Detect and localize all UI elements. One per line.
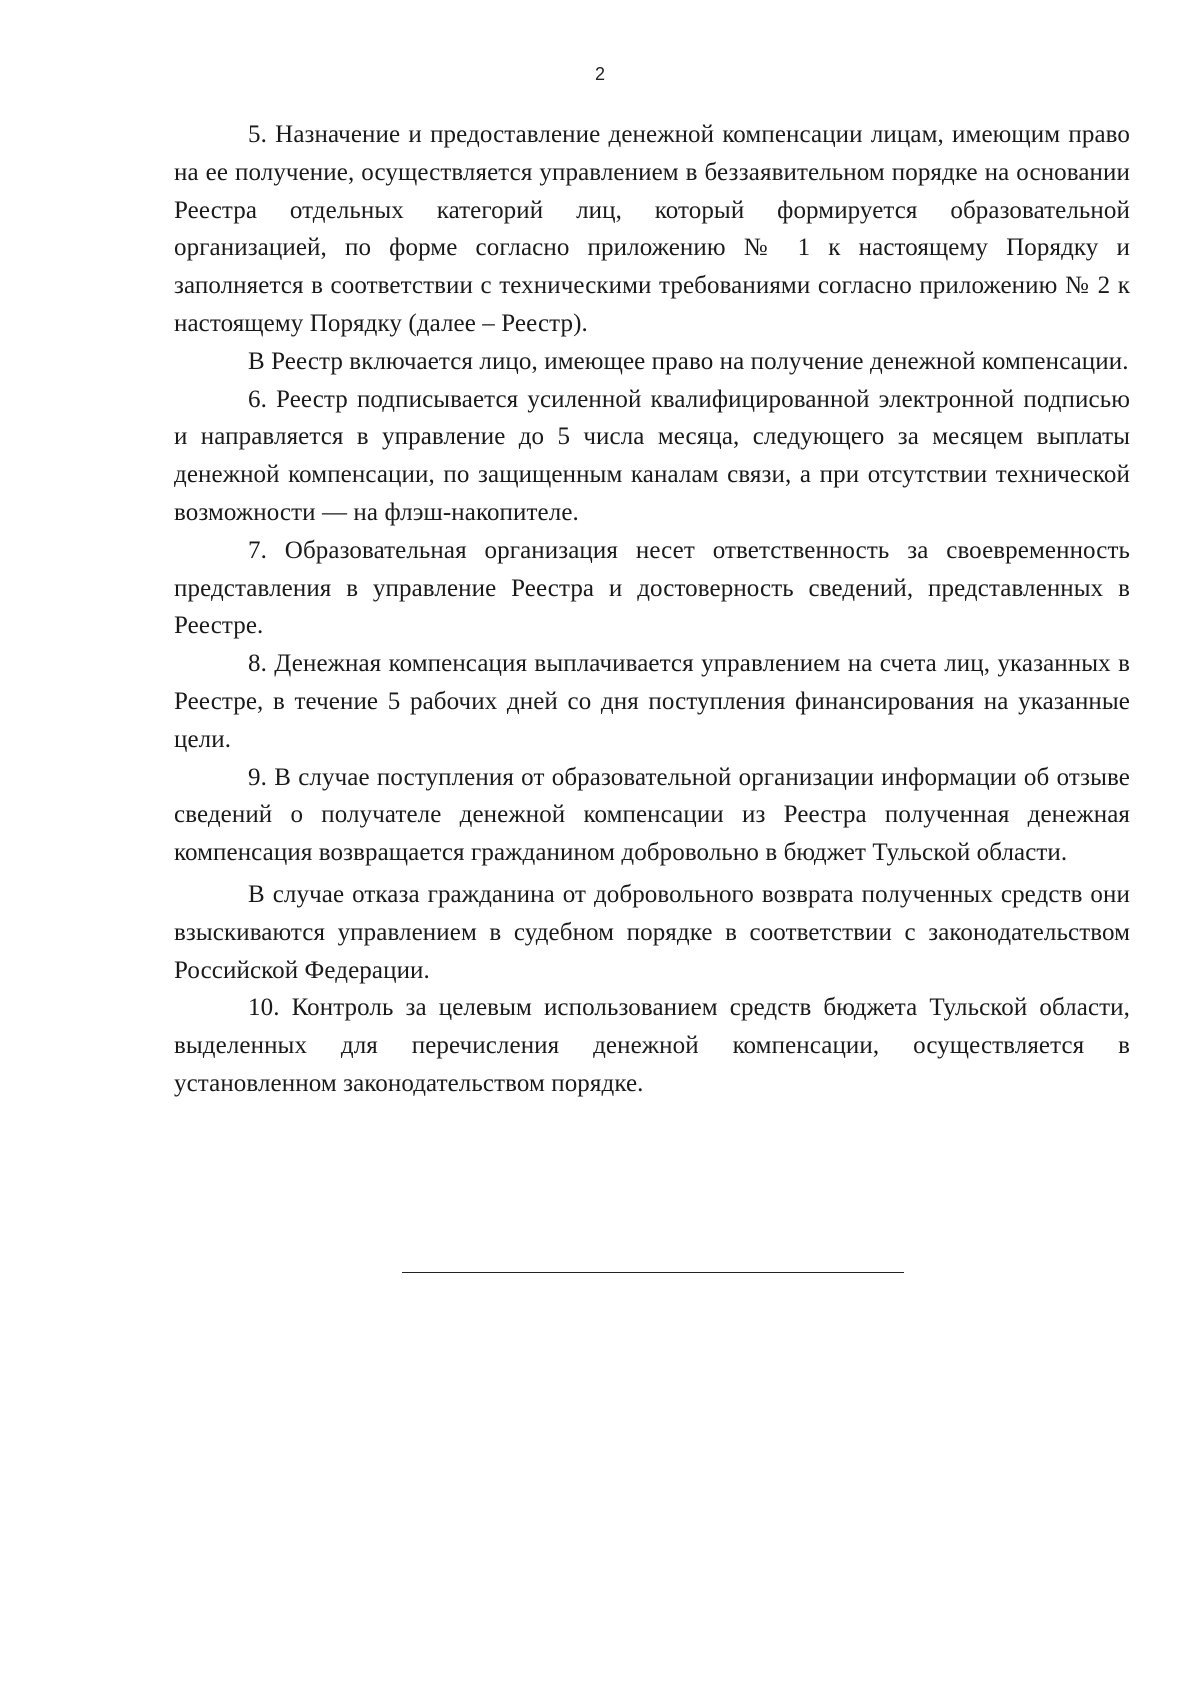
paragraph-5-addendum: В Реестр включается лицо, имеющее право на получение денежной компенсации. <box>248 347 1129 375</box>
document-body <box>174 116 1130 1103</box>
paragraph-6: 6. Реестр подписывается усиленной квалифицированной электронной подписью и направляется в управление до 5 числа месяца, следующего за месяцем выплаты денежной компенсации, по защищенным каналам связи, а при отсутствии технической возможности — на флэш-накопителе. <box>174 385 1130 526</box>
paragraph-7: 7. Образовательная организация несет ответственность за своевременность представления в управление Реестра и достоверность сведений, представленных в Реестре. <box>174 536 1130 640</box>
paragraph-8: 8. Денежная компенсация выплачивается управлением на счета лиц, указанных в Реестре, в течение 5 рабочих дней со дня поступления финансирования на указанные цели. <box>174 650 1130 753</box>
paragraph-9: 9. В случае поступления от образовательной организации информации об отзыве сведений о получателе денежной компенсации из Реестра полученная денежная компенсация возвращается гражданином добровольно в бюджет Тульской области. <box>174 763 1130 867</box>
paragraph-9-addendum: В случае отказа гражданина от добровольного возврата полученных средств они взыскиваются управлением в судебном порядке в соответствии с законодательством Российской Федерации. <box>174 880 1130 984</box>
paragraph-10: 10. Контроль за целевым использованием средств бюджета Тульской области, выделенных для перечисления денежной компенсации, осуществляется в установленном законодательством порядке. <box>174 994 1130 1097</box>
paragraph-5: 5. Назначение и предоставление денежной компенсации лицам, имеющим право на ее получение, осуществляется управлением в беззаявительном порядке на основании Реестра отдельных категорий лиц, который формируется образовательной организацией, по форме согласно приложению № 1 к настоящему Порядку и заполняется в соответствии с техническими требованиями согласно приложению № 2 к настоящему Порядку (далее – Реестр). <box>174 121 1130 337</box>
end-of-document-line <box>402 1272 904 1273</box>
page-number: 2 <box>594 64 605 84</box>
